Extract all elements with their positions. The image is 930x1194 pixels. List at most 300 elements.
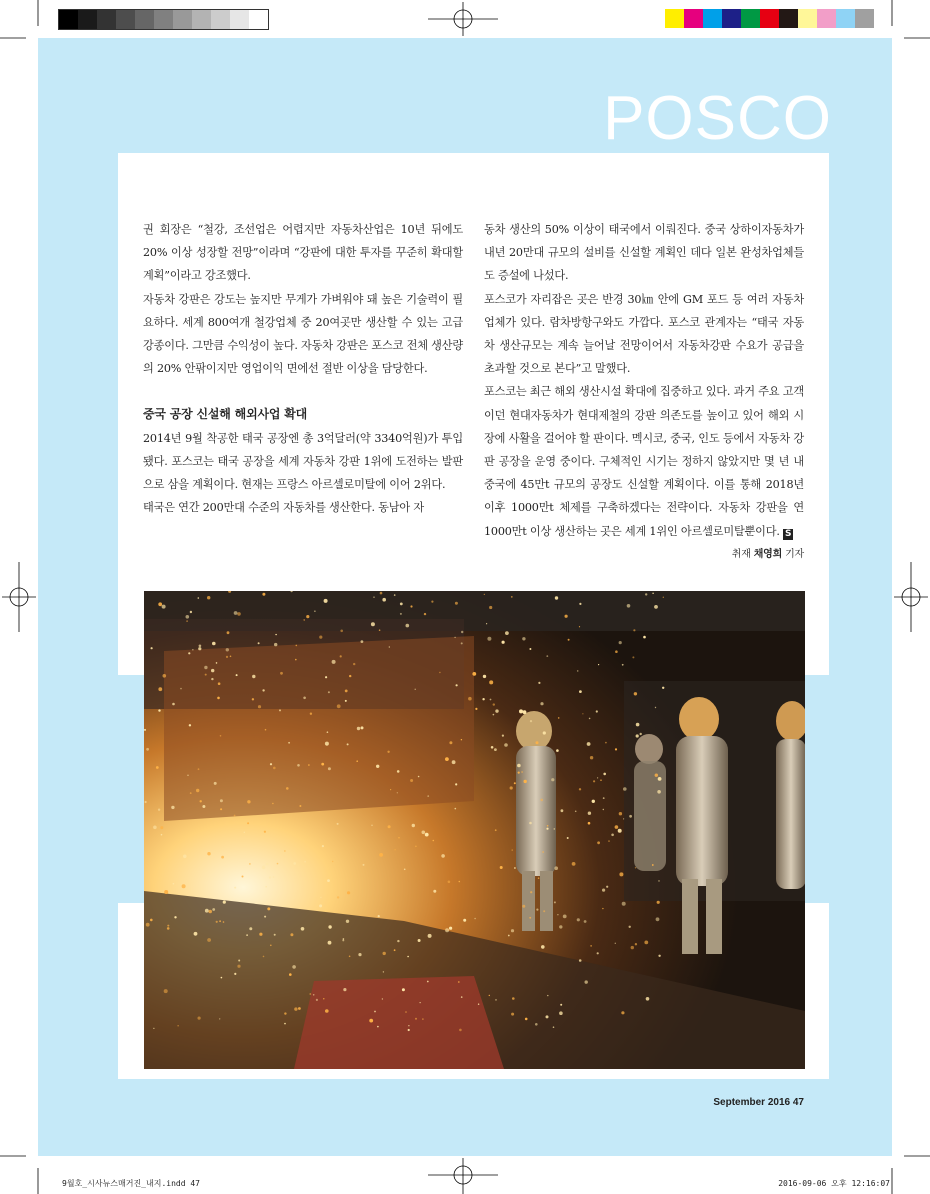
color-swatch — [97, 10, 116, 29]
color-swatch — [211, 10, 230, 29]
spark — [219, 920, 221, 922]
spark — [247, 822, 249, 824]
spark — [146, 748, 149, 751]
spark — [158, 809, 160, 811]
spark — [394, 849, 395, 850]
spark — [546, 1015, 549, 1018]
spark — [529, 822, 532, 825]
spark — [314, 611, 315, 612]
spark — [535, 1023, 538, 1026]
spark — [502, 735, 504, 737]
spark — [320, 897, 321, 898]
spark — [636, 723, 640, 727]
spark — [455, 783, 457, 785]
spark — [164, 989, 168, 993]
spark — [495, 709, 498, 712]
spark — [356, 760, 358, 762]
spark — [212, 642, 216, 646]
spark — [505, 631, 509, 635]
spark — [433, 890, 436, 893]
spark — [199, 645, 202, 648]
spark — [259, 933, 262, 936]
spark — [517, 764, 521, 768]
spark — [304, 861, 305, 862]
spark — [227, 631, 230, 634]
spark — [445, 928, 449, 932]
spark — [214, 782, 217, 785]
spark — [439, 672, 440, 673]
spark — [345, 700, 347, 702]
spark — [347, 743, 349, 745]
spark — [397, 792, 398, 793]
spark — [618, 829, 622, 833]
spark — [172, 703, 175, 706]
spark — [603, 773, 606, 776]
spark — [577, 918, 580, 921]
spark — [297, 764, 300, 767]
byline: 취재 채영희 기자 — [731, 548, 804, 560]
paragraph: 포스코가 자리잡은 곳은 반경 30㎞ 안에 GM 포드 등 여러 자동차업체가 있다. 람차방항구와도 가깝다. 포스코 관계자는 “태국 자동차 생산규모는 계속 늘어날 전망이어서 자동차강판 수요가 공급을 초과할 것으로 본다”고 말했다. — [484, 292, 804, 376]
spark — [325, 676, 327, 678]
spark — [188, 652, 190, 654]
spark — [269, 876, 271, 878]
paragraph: 동차 생산의 50% 이상이 태국에서 이뤄진다. 중국 상하이자동차가 내년 20만대 규모의 설비를 신설할 계획인 데다 일본 완성차업체들도 증설에 나섰다. — [484, 223, 804, 283]
spark — [615, 650, 618, 653]
spark — [511, 596, 513, 598]
spark — [323, 998, 324, 999]
spark — [652, 864, 654, 866]
spark — [211, 669, 214, 672]
spark — [161, 834, 163, 836]
spark — [173, 883, 175, 885]
spark — [337, 896, 339, 898]
spark — [560, 1004, 562, 1006]
spark — [220, 808, 222, 810]
paragraph-text: 포스코는 최근 해외 생산시설 확대에 집중하고 있다. 과거 주요 고객이던 현대자동차가 현대제철의 강판 의존도를 높이고 있어 해외 시장에 사활을 걸어야 할 판이다. 멕시코, 중국, 인도 등에서 자동차 강판 공장을 운영 중이다. 구체적인 시기는 정하지 않았지만 몇 년 내 중국에 45만t 규모의 공장도 신설할 계획이다. 이를 통해 2018년 이후 1000만t 체제를 구축하겠다는 전략이다. 자동차 강판을 연 1000만t 이상 생산하는 곳은 세계 1위인 아르셀로미탈뿐이다. — [484, 385, 804, 538]
spark — [452, 760, 456, 764]
spark — [167, 925, 169, 927]
spark — [654, 605, 658, 609]
spark — [529, 917, 531, 919]
spark — [379, 853, 383, 857]
spark — [415, 846, 417, 848]
spark — [633, 629, 635, 631]
spark — [611, 834, 614, 837]
spark — [198, 1017, 201, 1020]
spark — [337, 823, 339, 825]
spark — [246, 934, 248, 936]
spark — [662, 687, 664, 689]
spark — [273, 767, 276, 770]
spark — [286, 787, 289, 790]
spark — [383, 952, 386, 955]
print-timestamp: 2016-09-06 오후 12:16:07 — [778, 1179, 890, 1188]
spark — [234, 973, 236, 975]
grayscale-bar — [58, 9, 269, 30]
spark — [597, 841, 600, 844]
spark — [252, 698, 254, 700]
spark — [590, 945, 591, 946]
spark — [400, 603, 403, 606]
spark — [397, 940, 399, 942]
spark — [474, 918, 476, 920]
color-swatch — [116, 10, 135, 29]
spark — [328, 925, 331, 928]
spark — [150, 919, 153, 922]
paragraph: 자동차 강판은 강도는 높지만 무게가 가벼워야 돼 높은 기술력이 필요하다. 세계 800여개 철강업체 중 20여곳만 생산할 수 있는 고급 강종이다. 그만큼 수익성이 높다. 자동차 강판은 포스코 전체 생산량의 20% 안팎이지만 영업이익 면에선 절반 이상을 담당한다. — [143, 292, 463, 376]
spark — [244, 832, 245, 833]
spark — [600, 780, 601, 781]
spark — [273, 876, 275, 878]
spark — [238, 960, 240, 962]
color-swatch — [722, 9, 741, 28]
file-slug: 9월호_시사뉴스매거진_내지.indd 47 — [62, 1179, 200, 1188]
spark — [347, 891, 350, 894]
spark — [547, 825, 549, 827]
spark — [265, 886, 267, 888]
spark — [656, 917, 660, 921]
spark — [547, 995, 548, 996]
spark — [567, 837, 569, 839]
spark — [431, 601, 433, 603]
spark — [374, 1011, 376, 1013]
spark — [597, 777, 598, 778]
spark — [449, 741, 452, 744]
spark — [597, 952, 599, 954]
spark — [321, 763, 324, 766]
color-swatch — [798, 9, 817, 28]
spark — [422, 1018, 423, 1019]
spark — [408, 1025, 409, 1026]
spark — [388, 825, 391, 828]
spark — [568, 639, 570, 641]
spark — [427, 981, 429, 983]
spark — [373, 597, 374, 598]
spark — [493, 703, 495, 705]
spark — [249, 927, 252, 930]
spark — [554, 866, 558, 870]
spark — [284, 850, 285, 851]
spark — [160, 826, 163, 829]
spark — [272, 803, 273, 804]
color-swatch — [741, 9, 760, 28]
spark — [220, 735, 222, 737]
spark — [220, 799, 223, 802]
spark — [230, 656, 232, 658]
spark — [162, 605, 166, 609]
spark — [234, 887, 236, 889]
spark — [275, 634, 276, 635]
spark — [319, 904, 322, 907]
spark — [200, 800, 202, 802]
spark — [615, 748, 617, 750]
spark — [619, 812, 622, 815]
end-mark-icon: S — [784, 528, 792, 539]
spark — [211, 678, 213, 680]
spark — [319, 636, 322, 639]
spark — [643, 636, 646, 639]
spark — [572, 862, 576, 866]
spark — [322, 845, 324, 847]
spark — [644, 941, 648, 945]
spark — [468, 697, 472, 701]
spark — [208, 910, 212, 914]
spark — [349, 956, 351, 958]
spark — [289, 973, 292, 976]
spark — [186, 615, 190, 619]
spark — [489, 606, 492, 609]
spark — [590, 756, 593, 759]
spark — [163, 674, 167, 678]
color-swatch — [817, 9, 836, 28]
spark — [523, 710, 527, 714]
spark — [218, 682, 221, 685]
spark — [615, 943, 616, 944]
spark — [525, 1018, 528, 1021]
spark — [306, 615, 309, 618]
spark — [582, 713, 583, 714]
spark — [493, 714, 495, 716]
spark — [340, 630, 343, 633]
spark — [448, 881, 451, 884]
spark — [378, 915, 380, 917]
spark — [324, 599, 328, 603]
spark — [266, 863, 269, 866]
worker-figure — [634, 734, 666, 871]
spark — [561, 809, 564, 812]
spark — [553, 1026, 555, 1028]
spark — [540, 702, 543, 705]
spark — [327, 731, 329, 733]
spark — [236, 674, 238, 676]
spark — [183, 855, 187, 859]
color-swatch — [703, 9, 722, 28]
spark — [345, 690, 348, 693]
spark — [151, 647, 153, 649]
spark — [529, 648, 531, 650]
spark — [605, 742, 607, 744]
spark — [428, 934, 432, 938]
spark — [663, 597, 664, 598]
color-swatch — [192, 10, 211, 29]
spark — [234, 815, 236, 817]
spark — [542, 851, 544, 853]
spark — [198, 768, 200, 770]
spark — [495, 829, 497, 831]
spark — [555, 596, 558, 599]
spark — [204, 666, 207, 669]
spark — [603, 797, 605, 799]
spark — [524, 780, 527, 783]
color-swatch — [249, 10, 268, 29]
spark — [602, 889, 605, 892]
spark — [221, 977, 223, 979]
spark — [293, 862, 296, 865]
spark — [603, 809, 604, 810]
spark — [264, 916, 266, 918]
spark — [262, 689, 264, 691]
spark — [262, 593, 265, 596]
spark — [489, 680, 493, 684]
spark — [579, 690, 582, 693]
spark — [394, 594, 396, 596]
spark — [491, 746, 494, 749]
spark — [475, 708, 477, 710]
spark — [589, 718, 591, 720]
spark — [510, 786, 513, 789]
spark — [445, 757, 449, 761]
spark — [249, 863, 251, 865]
spark — [325, 1009, 329, 1013]
spark — [645, 593, 647, 595]
paragraph-last — [484, 380, 804, 560]
spark — [304, 619, 305, 620]
spark — [190, 792, 192, 794]
spark — [598, 664, 599, 665]
spark — [629, 815, 632, 818]
spark — [158, 709, 160, 711]
spark — [216, 921, 218, 923]
spark — [461, 631, 463, 633]
spark — [340, 655, 342, 657]
spark — [489, 995, 490, 996]
spark — [298, 1007, 301, 1010]
spark — [328, 941, 332, 945]
spark — [538, 877, 540, 879]
spark — [217, 697, 220, 700]
spark — [226, 648, 229, 651]
spark — [308, 764, 310, 766]
spark — [284, 1012, 286, 1014]
spark — [382, 598, 386, 602]
spark — [540, 799, 543, 802]
spark — [463, 919, 466, 922]
spark — [198, 647, 201, 650]
spark — [380, 592, 383, 595]
spark — [252, 675, 255, 678]
spark — [198, 597, 200, 599]
spark — [511, 929, 514, 932]
spark — [634, 692, 637, 695]
spark — [328, 691, 330, 693]
spark — [456, 684, 458, 686]
spark — [455, 808, 457, 810]
spark — [327, 879, 330, 882]
spark — [205, 909, 209, 913]
spark — [390, 789, 391, 790]
page-folio: September 2016 47 — [713, 1097, 804, 1108]
spark — [221, 856, 224, 859]
spark — [619, 641, 622, 644]
spark — [454, 637, 455, 638]
spark — [212, 908, 215, 911]
spark — [622, 664, 624, 666]
spark — [190, 611, 192, 613]
spark — [407, 956, 409, 958]
spark — [508, 935, 510, 937]
spark — [387, 751, 389, 753]
spark — [342, 939, 344, 941]
spark — [270, 945, 272, 947]
spark — [455, 602, 458, 605]
spark — [309, 993, 311, 995]
spark — [280, 672, 283, 675]
color-swatch — [855, 9, 874, 28]
spark — [258, 705, 261, 708]
spark — [602, 908, 603, 909]
spark — [427, 795, 429, 797]
spark — [658, 777, 662, 781]
spark — [379, 629, 381, 631]
spark — [153, 826, 157, 830]
spark — [636, 734, 639, 737]
spark — [205, 674, 207, 676]
spark — [207, 938, 211, 942]
column-right — [484, 218, 804, 566]
spark — [178, 1025, 179, 1026]
spark — [615, 825, 619, 829]
spark — [588, 822, 591, 825]
spark — [459, 881, 461, 883]
spark — [472, 672, 476, 676]
spark — [511, 1013, 514, 1016]
spark — [182, 884, 186, 888]
spark — [349, 675, 351, 677]
brand-title: POSCO — [603, 84, 832, 153]
spark — [619, 872, 623, 876]
spark — [495, 999, 497, 1001]
spark — [484, 594, 485, 595]
spark — [377, 1026, 379, 1028]
photo-illustration — [144, 591, 805, 1069]
spark — [536, 741, 539, 744]
spark — [461, 642, 463, 644]
spark — [316, 999, 318, 1001]
spark — [357, 727, 360, 730]
spark — [258, 642, 260, 644]
spark — [606, 886, 608, 888]
spark — [196, 789, 199, 792]
spark — [216, 662, 218, 664]
spark — [478, 1004, 479, 1005]
spark — [458, 981, 460, 983]
spark — [404, 869, 406, 871]
spark — [156, 766, 159, 769]
spark — [284, 1023, 286, 1025]
spark — [189, 724, 191, 726]
spark — [588, 812, 591, 815]
spark — [635, 943, 637, 945]
spark — [487, 637, 491, 641]
spark — [556, 749, 559, 752]
spark — [158, 687, 162, 691]
spark — [277, 863, 279, 865]
spark — [640, 733, 642, 735]
spark — [441, 854, 445, 858]
spark — [274, 643, 277, 646]
spark — [187, 775, 188, 776]
spark — [376, 765, 379, 768]
paragraph: 태국은 연간 200만대 수준의 자동차를 생산한다. 동남아 자 — [143, 501, 424, 515]
spark — [632, 656, 634, 658]
spark — [313, 994, 315, 996]
spark — [264, 831, 266, 833]
color-swatch — [173, 10, 192, 29]
spark — [299, 805, 301, 807]
spark — [563, 915, 567, 919]
spark — [226, 656, 228, 658]
spark — [631, 946, 634, 949]
